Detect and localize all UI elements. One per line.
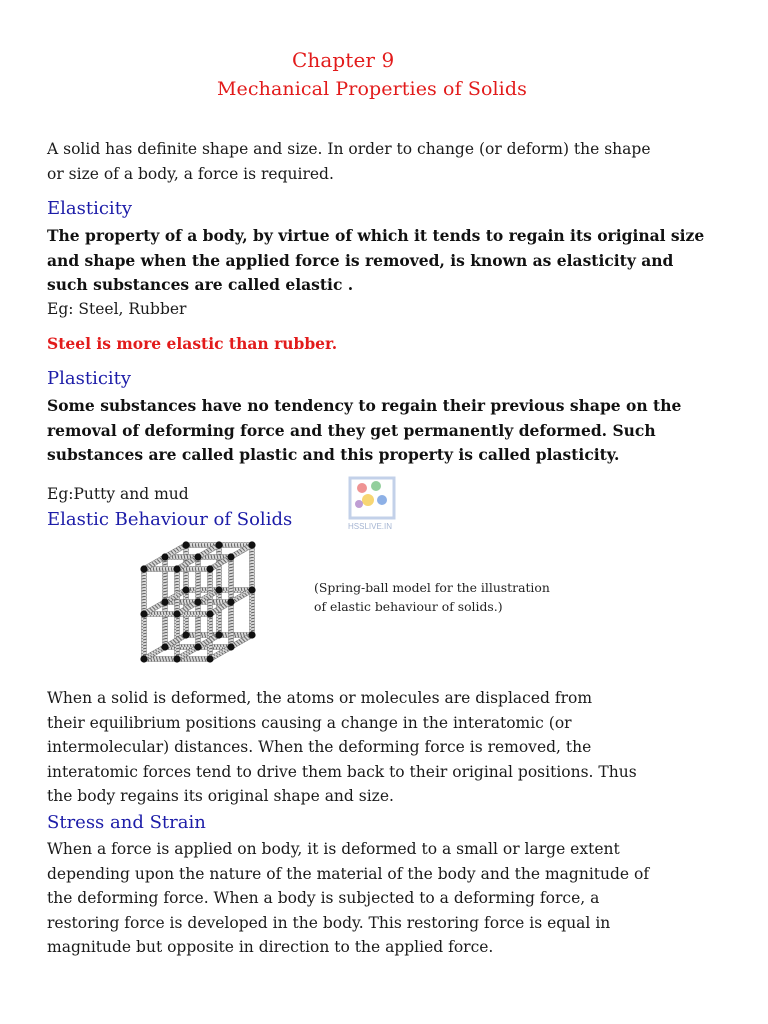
- lattice-spring: [250, 590, 255, 635]
- lattice-ball: [227, 643, 234, 650]
- elasticity-note: Steel is more elastic than rubber.: [47, 334, 338, 353]
- chapter-title: Mechanical Properties of Solids: [217, 78, 527, 100]
- paragraph-line: interatomic forces tend to drive them back to their original positions. Thus: [47, 762, 637, 781]
- paragraph-line: When a solid is deformed, the atoms or molecules are displaced from: [47, 689, 593, 707]
- chapter-number: Chapter 9: [292, 48, 395, 72]
- lattice-ball: [206, 655, 213, 662]
- lattice-ball: [206, 565, 213, 572]
- plasticity-heading: Plasticity: [47, 368, 132, 389]
- lattice-spring: [196, 602, 201, 647]
- lattice-ball: [140, 610, 147, 617]
- intro-paragraph: [47, 137, 737, 186]
- lattice-ball: [194, 598, 201, 605]
- paragraph-line: the body regains its original shape and size.: [47, 787, 394, 806]
- lattice-spring: [163, 557, 168, 602]
- paragraph-line: restoring force is developed in the body. This restoring force is equal in: [47, 913, 611, 932]
- plasticity-definition-line: Some substances have no tendency to regain their previous shape on the: [47, 396, 682, 415]
- lattice-ball: [194, 643, 201, 650]
- lattice-spring: [142, 569, 147, 614]
- lattice-ball: [206, 610, 213, 617]
- paragraph-line: depending upon the nature of the material of the body and the magnitude of: [47, 864, 650, 883]
- elastic-behaviour-paragraph: [47, 686, 737, 809]
- elasticity-definition-line: The property of a body, by virtue of which it tends to regain its original size: [47, 226, 705, 245]
- lattice-spring: [250, 545, 255, 590]
- elasticity-definition: [47, 224, 747, 298]
- paragraph-line: When a force is applied on body, it is deformed to a small or large extent: [47, 840, 620, 858]
- lattice-spring: [163, 602, 168, 647]
- lattice-ball: [173, 610, 180, 617]
- lattice-ball: [140, 655, 147, 662]
- spring-ball-lattice-image: [120, 535, 305, 670]
- lattice-ball: [173, 565, 180, 572]
- lattice-spring: [229, 557, 234, 602]
- lattice-ball: [194, 553, 201, 560]
- lattice-ball: [248, 541, 255, 548]
- caption-line: of elastic behaviour of solids.): [314, 599, 503, 614]
- lattice-ball: [215, 541, 222, 548]
- lattice-spring: [196, 557, 201, 602]
- lattice-spring: [229, 602, 234, 647]
- stress-strain-heading: Stress and Strain: [47, 812, 206, 833]
- lattice-ball: [182, 631, 189, 638]
- intro-line: A solid has definite shape and size. In order to change (or deform) the shape: [47, 140, 651, 158]
- elastic-behaviour-heading: Elastic Behaviour of Solids: [47, 509, 293, 530]
- lattice-ball: [161, 553, 168, 560]
- lattice-ball: [248, 631, 255, 638]
- lattice-ball: [182, 586, 189, 593]
- lattice-ball: [227, 553, 234, 560]
- stress-strain-paragraph: [47, 837, 737, 960]
- lattice-ball: [140, 565, 147, 572]
- paragraph-line: the deforming force. When a body is subjected to a deforming force, a: [47, 889, 600, 908]
- plasticity-example: Eg:Putty and mud: [47, 485, 189, 503]
- elasticity-heading: Elasticity: [47, 198, 133, 219]
- elasticity-definition-line: such substances are called elastic .: [47, 275, 354, 295]
- lattice-ball: [182, 541, 189, 548]
- plasticity-definition-line: substances are called plastic and this property is called plasticity.: [47, 445, 620, 465]
- figure-caption: [314, 578, 574, 616]
- lattice-ball: [161, 598, 168, 605]
- spring-ball-model-figure: [120, 535, 305, 674]
- plasticity-definition: [47, 394, 747, 468]
- lattice-ball: [215, 586, 222, 593]
- intro-line: or size of a body, a force is required.: [47, 164, 334, 183]
- caption-line: (Spring-ball model for the illustration: [314, 580, 550, 595]
- paragraph-line: their equilibrium positions causing a change in the interatomic (or: [47, 713, 572, 732]
- lattice-ball: [215, 631, 222, 638]
- hsslive-logo-icon: [346, 474, 418, 534]
- lattice-ball: [248, 586, 255, 593]
- lattice-ball: [161, 643, 168, 650]
- paragraph-line: intermolecular) distances. When the deforming force is removed, the: [47, 738, 592, 757]
- lattice-ball: [227, 598, 234, 605]
- watermark-text: HSSLIVE.IN: [348, 522, 393, 531]
- elasticity-definition-line: and shape when the applied force is removed, is known as elasticity and: [47, 250, 674, 270]
- plasticity-definition-line: removal of deforming force and they get permanently deformed. Such: [47, 420, 656, 440]
- hsslive-watermark-logo: [346, 474, 418, 538]
- lattice-spring: [142, 614, 147, 659]
- paragraph-line: magnitude but opposite in direction to the applied force.: [47, 938, 494, 957]
- lattice-ball: [173, 655, 180, 662]
- elasticity-example: Eg: Steel, Rubber: [47, 300, 187, 318]
